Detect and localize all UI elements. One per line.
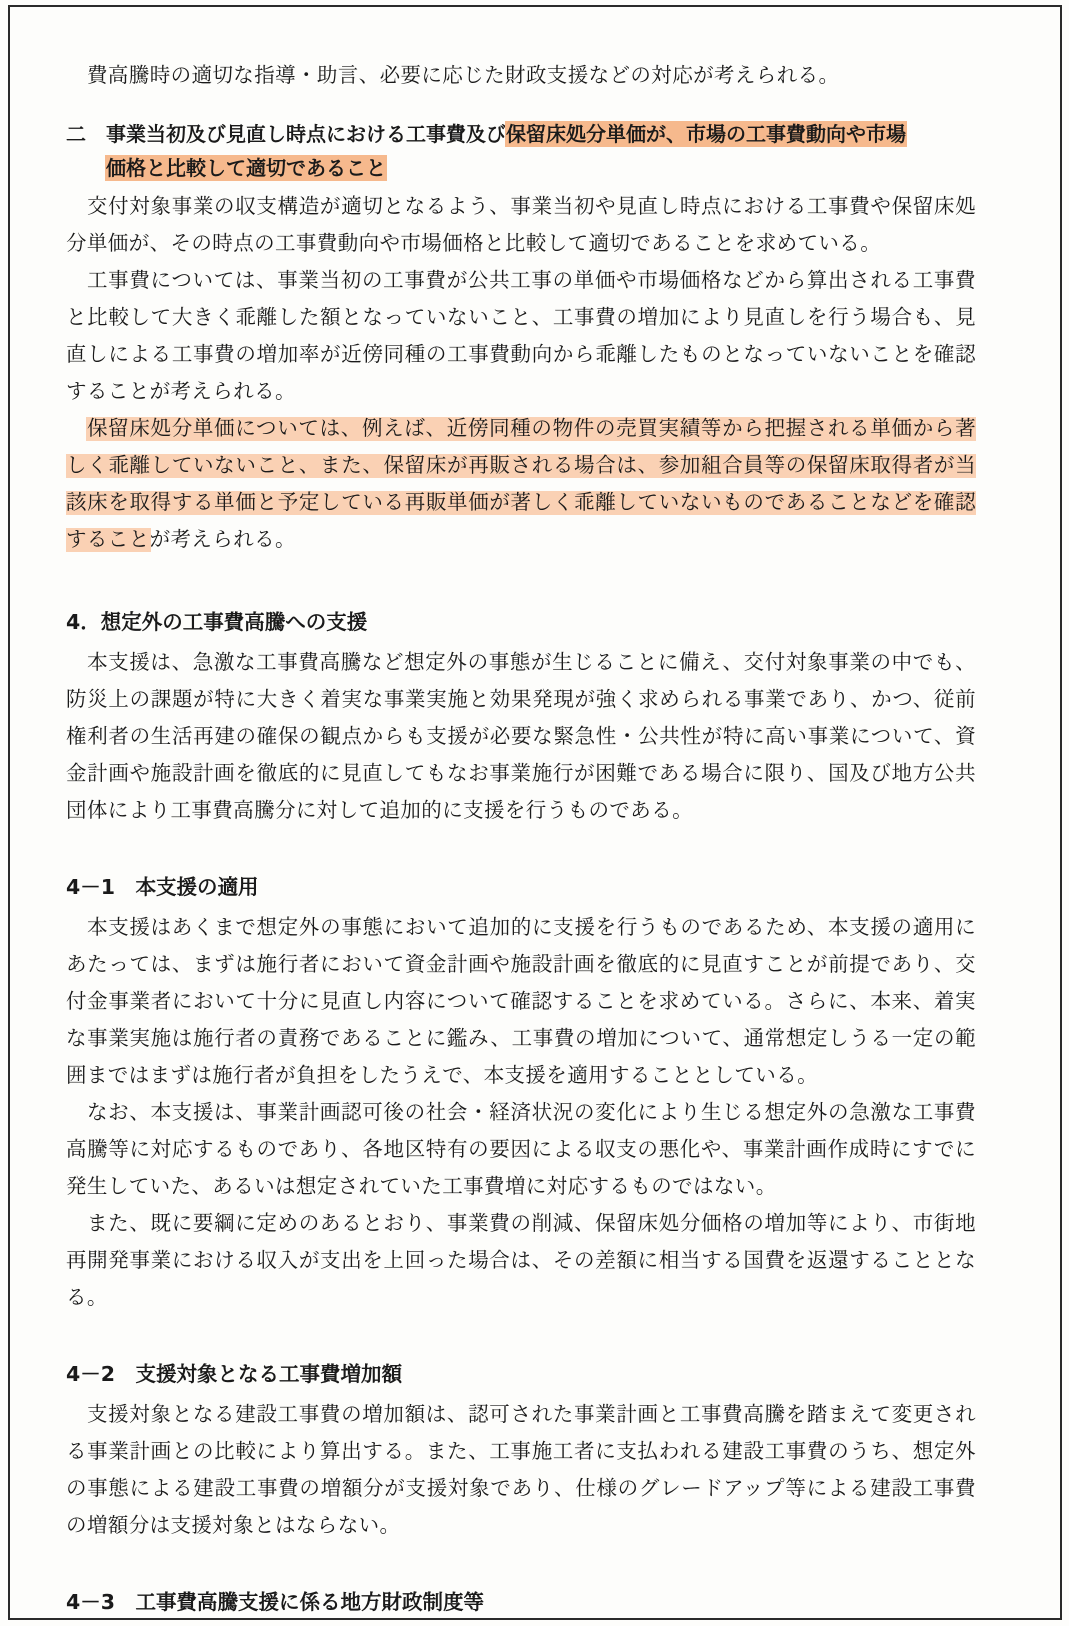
heading-section-4: 4．想定外の工事費高騰への支援: [66, 610, 368, 634]
paragraph-8: 支援対象となる建設工事費の増加額は、認可された事業計画と工事費高騰を踏まえて変更される事業計画との比較により算出する。また、工事施工者に支払われる建設工事費のうち、想定外の事態による建設工事費の増額分が支援対象であり、仕様のグレードアップ等による建設工事費の増額分は支援対象とはならない。: [66, 1404, 976, 1537]
paragraph-top-continuation: 費高騰時の適切な指導・助言、必要に応じた財政支援などの対応が考えられる。: [87, 65, 840, 87]
paragraph-3-tail: が考えられる。: [149, 529, 296, 551]
heading-section-4-3: 4－3 工事費高騰支援に係る地方財政制度等: [66, 1590, 485, 1614]
heading-section-4-2: 4－2 支援対象となる工事費増加額: [66, 1362, 403, 1386]
paragraph-4: 本支援は、急激な工事費高騰など想定外の事態が生じることに備え、交付対象事業の中でも、防災上の課題が特に大きく着実な事業実施と効果発現が強く求められる事業であり、かつ、従前権利者の生活再建の確保の観点からも支援が必要な緊急性・公共性が特に高い事業について、資金計画や施設計画を徹底的に見直してもなお事業施行が困難である場合に限り、国及び地方公共団体により工事費高騰分に対して追加的に支援を行うものである。: [66, 652, 976, 822]
page-content: [66, 58, 976, 1625]
heading-highlight-part-2: 価格と比較して適切であること: [106, 156, 386, 180]
paragraph-5: 本支援はあくまで想定外の事態において追加的に支援を行うものであるため、本支援の適用にあたっては、まずは施行者において資金計画や施設計画を徹底的に見直すことが前提であり、交付金事業者において十分に見直し内容について確認することを求めている。さらに、本来、着実な事業実施は施行者の責務であることに鑑み、工事費の増加について、通常想定しうる一定の範囲まではまずは施行者が負担をしたうえで、本支援を適用することとしている。: [66, 917, 976, 1087]
paragraph-3: [66, 411, 976, 559]
paragraph-3-highlight: 保留床処分単価については、例えば、近傍同種の物件の売買実績等から把握される単価から著しく乖離していないこと、また、保留床が再販される場合は、参加組合員等の保留床取得者が当該床を取得する単価と予定している再販単価が著しく乖離していないものであることなどを確認すること: [66, 418, 976, 551]
heading-section-two: [66, 117, 976, 185]
heading-highlight-part-1: 保留床処分単価が、市場の工事費動向や市場: [506, 122, 906, 146]
heading-section-two-number: 二: [66, 122, 86, 146]
paragraph-7: また、既に要綱に定めのあるとおり、事業費の削減、保留床処分価格の増加等により、市街地再開発事業における収入が支出を上回った場合は、その差額に相当する国費を返還することとなる。: [66, 1213, 976, 1309]
paragraph-6: なお、本支援は、事業計画認可後の社会・経済状況の変化により生じる想定外の急激な工事費高騰等に対応するものであり、各地区特有の要因による収支の悪化や、事業計画作成時にすでに発生していた、あるいは想定されていた工事費増に対応するものではない。: [66, 1102, 976, 1198]
paragraph-2: 工事費については、事業当初の工事費が公共工事の単価や市場価格などから算出される工事費と比較して大きく乖離した額となっていないこと、工事費の増加により見直しを行う場合も、見直しによる工事費の増加率が近傍同種の工事費動向から乖離したものとなっていないことを確認することが考えられる。: [66, 270, 976, 403]
paragraph-1: 交付対象事業の収支構造が適切となるよう、事業当初や見直し時点における工事費や保留床処分単価が、その時点の工事費動向や市場価格と比較して適切であることを求めている。: [66, 196, 976, 255]
heading-section-two-text: [106, 117, 976, 185]
heading-plain-part: 事業当初及び見直し時点における工事費及び: [106, 122, 506, 146]
heading-section-4-1: 4－1 本支援の適用: [66, 875, 259, 899]
